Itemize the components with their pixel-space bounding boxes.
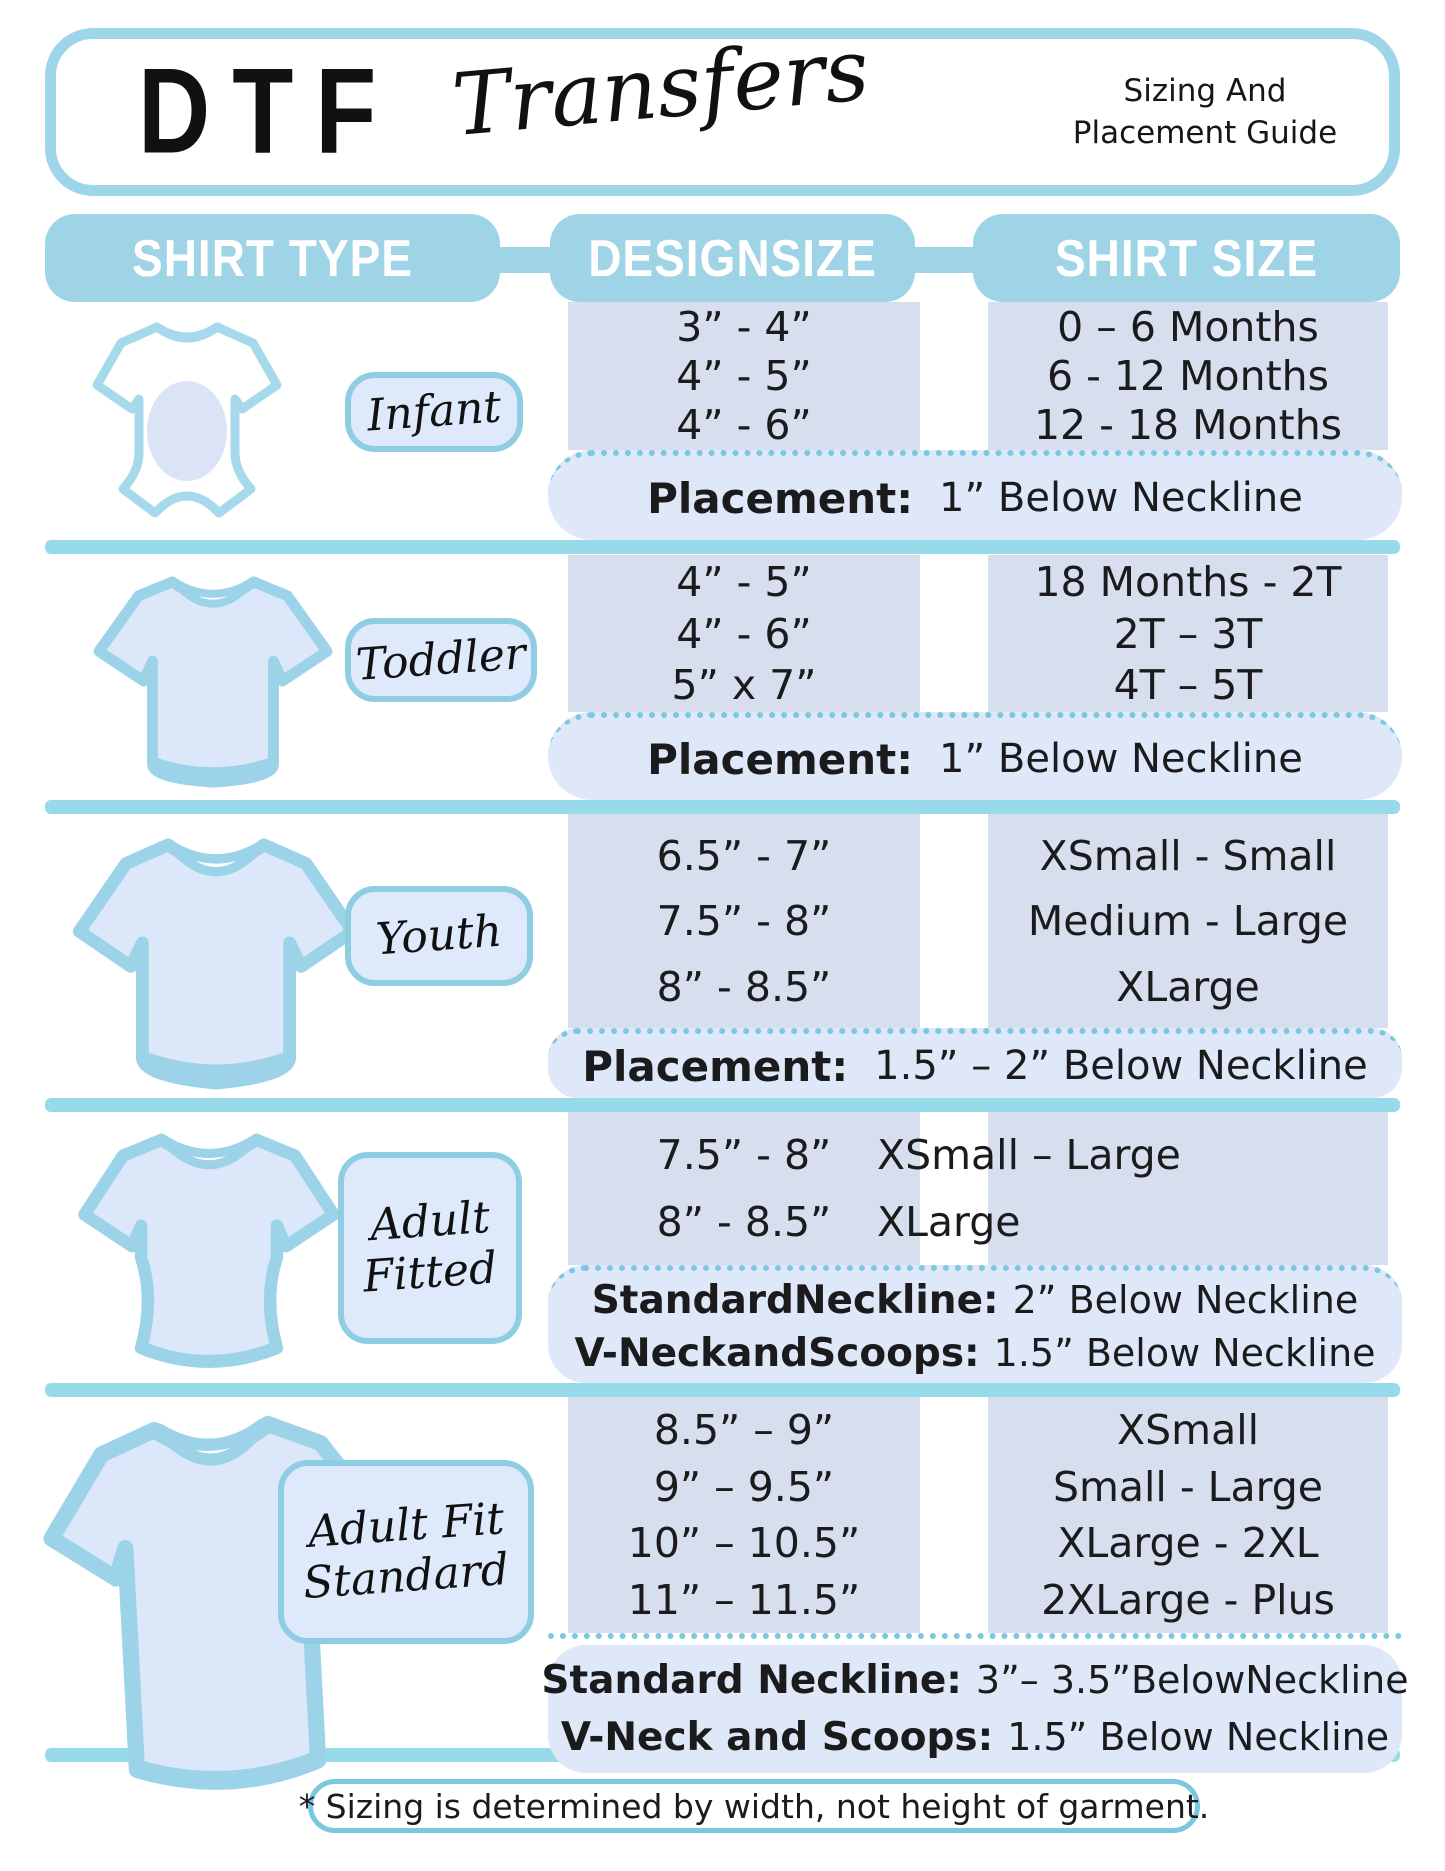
- shirt-size-value: 2XLarge - Plus: [1041, 1576, 1335, 1625]
- placement-box-adult-standard: [541, 1645, 1409, 1773]
- placement-label: V-Neck and Scoops:: [560, 1715, 994, 1761]
- placement-value: 1.5” Below Neckline: [993, 1330, 1376, 1375]
- column-header-design-size-label: DESIGNSIZE: [588, 228, 877, 288]
- shirt-sizes-toddler: [988, 555, 1388, 712]
- placement-value: 3”– 3.5”BelowNeckline: [975, 1657, 1409, 1702]
- column-header-design-size: [550, 214, 915, 302]
- design-size-value: 4” - 5”: [676, 558, 812, 607]
- design-sizes-adult-standard: [568, 1397, 920, 1633]
- design-size-value: 5” x 7”: [671, 660, 817, 709]
- guide-subtitle-line2: Placement Guide: [1072, 115, 1338, 151]
- design-size-value: 10” – 10.5”: [627, 1519, 861, 1568]
- toddler-tshirt-icon: [88, 568, 338, 798]
- design-sizes-adult-fitted: [568, 1112, 920, 1265]
- infant-onesie-icon: [85, 315, 290, 530]
- row-label-youth-text: Youth: [374, 905, 504, 966]
- column-header-shirt-type-label: SHIRT TYPE: [132, 228, 413, 288]
- footer-note: [298, 1779, 1210, 1833]
- design-sizes-toddler: [568, 555, 920, 712]
- shirt-size-value: XLarge - 2XL: [1057, 1519, 1319, 1568]
- placement-value: 2” Below Neckline: [1012, 1278, 1359, 1323]
- design-size-value: 8.5” – 9”: [653, 1405, 835, 1454]
- shirt-sizes-infant: [988, 302, 1388, 450]
- dotted-separator: [548, 1633, 1402, 1639]
- shirt-sizes-youth: [988, 814, 1388, 1028]
- placement-bar-infant: [548, 450, 1402, 540]
- shirt-size-value: XSmall - Small: [1039, 831, 1337, 880]
- adult-fitted-tshirt-icon: [70, 1124, 348, 1390]
- placement-label: Placement:: [647, 473, 914, 523]
- placement-label: V-NeckandScoops:: [574, 1330, 980, 1376]
- design-size-value: 11” – 11.5”: [627, 1576, 861, 1625]
- row-label-adult-fitted: [338, 1152, 522, 1344]
- design-size-value: 4” - 6”: [676, 609, 812, 658]
- row-divider: [45, 540, 1400, 554]
- shirt-sizes-adult-standard: [988, 1397, 1388, 1633]
- design-size-value: 9” – 9.5”: [653, 1462, 835, 1511]
- design-size-value: 7.5” - 8”: [656, 1131, 832, 1179]
- placement-box-adult-fitted: [548, 1265, 1402, 1383]
- row-label-toddler-text: Toddler: [354, 627, 528, 691]
- placement-value: 1.5” Below Neckline: [1007, 1715, 1390, 1760]
- design-size-value: 3” - 4”: [676, 303, 812, 351]
- placement-line: [592, 1278, 1359, 1323]
- row-label-adult-standard-line2: Standard: [301, 1543, 511, 1610]
- design-sizes-infant: [568, 302, 920, 450]
- row-label-adult-fitted-line1: Adult: [368, 1192, 492, 1252]
- column-header-shirt-size: [973, 214, 1400, 302]
- shirt-size-value: 6 - 12 Months: [1046, 352, 1329, 400]
- placement-label: Standard Neckline:: [541, 1657, 962, 1703]
- placement-bar-toddler: [548, 712, 1402, 800]
- placement-value: 1” Below Neckline: [939, 736, 1303, 782]
- row-label-toddler: [345, 618, 537, 702]
- shirt-size-value: 18 Months - 2T: [1034, 558, 1342, 607]
- row-divider: [45, 800, 1400, 814]
- placement-label: Placement:: [647, 734, 914, 784]
- placement-bar-youth: [548, 1028, 1402, 1098]
- shirt-size-value: 4T – 5T: [1113, 660, 1263, 709]
- shirt-size-value: XLarge: [877, 1198, 1021, 1246]
- youth-tshirt-icon: [70, 826, 362, 1102]
- shirt-size-value: XSmall: [1117, 1405, 1259, 1454]
- shirt-size-value: XSmall – Large: [877, 1131, 1181, 1179]
- design-size-value: 6.5” - 7”: [656, 831, 832, 880]
- placement-line: [561, 1715, 1389, 1760]
- placement-label: Placement:: [582, 1041, 849, 1091]
- placement-value: 1” Below Neckline: [939, 475, 1303, 521]
- row-label-infant: [345, 372, 523, 452]
- guide-subtitle-line1: Sizing And: [1123, 73, 1287, 109]
- placement-value: 1.5” – 2” Below Neckline: [874, 1043, 1368, 1089]
- design-size-value: 7.5” - 8”: [656, 897, 832, 945]
- design-size-value: 4” - 5”: [676, 352, 812, 400]
- row-label-adult-standard: [278, 1460, 534, 1644]
- footer-note-text: * Sizing is determined by width, not height of garment.: [298, 1786, 1210, 1826]
- shirt-size-value: Medium - Large: [1027, 897, 1349, 945]
- row-label-infant-text: Infant: [365, 381, 503, 442]
- design-size-value: 4” - 6”: [676, 401, 812, 449]
- shirt-size-value: Small - Large: [1052, 1462, 1324, 1511]
- design-size-value: 8” - 8.5”: [656, 1198, 832, 1246]
- shirt-size-value: 12 - 18 Months: [1033, 401, 1343, 449]
- design-size-value: 8” - 8.5”: [656, 962, 832, 1011]
- shirt-size-value: 0 – 6 Months: [1057, 303, 1319, 351]
- brand-title-script: Transfers: [448, 20, 873, 156]
- shirt-sizes-adult-fitted: [877, 1112, 1317, 1265]
- row-label-adult-standard-line1: Adult Fit: [306, 1493, 506, 1559]
- header-connector: [494, 247, 556, 273]
- column-header-shirt-size-label: SHIRT SIZE: [1054, 228, 1319, 288]
- shirt-size-value: 2T – 3T: [1113, 609, 1263, 658]
- row-label-youth: [345, 886, 533, 986]
- brand-title: DTF: [138, 42, 399, 180]
- header-connector: [909, 247, 979, 273]
- design-sizes-youth: [568, 814, 920, 1028]
- column-header-shirt-type: [45, 214, 500, 302]
- row-label-adult-fitted-line2: Fitted: [361, 1242, 499, 1303]
- shirt-size-value: XLarge: [1116, 962, 1260, 1011]
- placement-label: StandardNeckline:: [591, 1278, 999, 1324]
- placement-line: [574, 1331, 1375, 1376]
- placement-line: [541, 1658, 1408, 1703]
- guide-subtitle: [1035, 70, 1375, 154]
